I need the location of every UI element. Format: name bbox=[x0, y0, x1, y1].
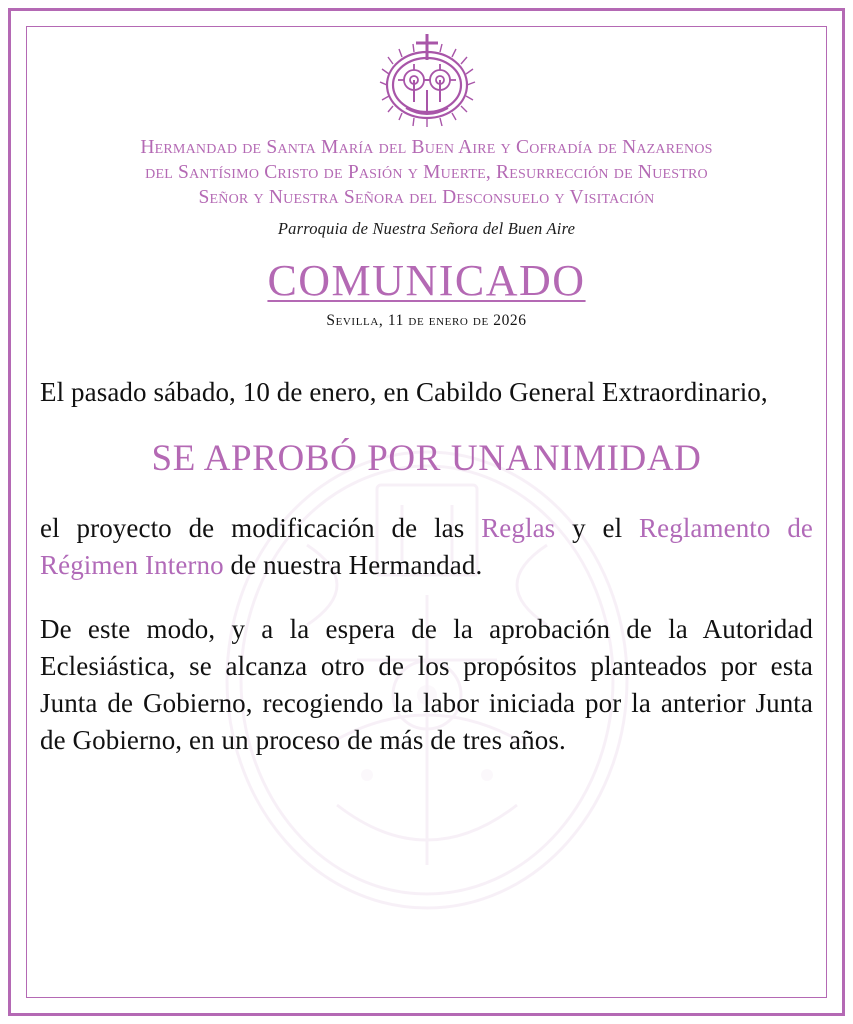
paragraph-2 bbox=[40, 510, 813, 585]
paragraph-2-highlight-reglamento: Reglamento de Régimen Interno bbox=[40, 513, 813, 581]
paragraph-2-part-1: el proyecto de modificación de las bbox=[40, 513, 482, 544]
heraldic-crest-icon bbox=[362, 30, 492, 130]
heading-line-1: Hermandad de Santa María del Buen Aire y Cofradía de Nazarenos bbox=[140, 137, 713, 158]
document-body bbox=[40, 374, 813, 760]
paragraph-3: De este modo, y a la espera de la aprobación de la Autoridad Eclesiástica, se alcanza otro de los propósitos planteados por esta Junta de Gobierno, recogiendo la labor iniciada por la anterior Junta de Gobierno, en un proceso de más de tres años. bbox=[40, 613, 813, 756]
parish-name: Parroquia de Nuestra Señora del Buen Aire bbox=[277, 218, 576, 238]
heading-line-2: del Santísimo Cristo de Pasión y Muerte, Resurrección de Nuestro bbox=[145, 161, 708, 183]
paragraph-2-part-2: y el bbox=[555, 513, 640, 544]
paragraph-1: El pasado sábado, 10 de enero, en Cabildo General Extraordinario, bbox=[40, 376, 768, 407]
heading-line-3: Señor y Nuestra Señora del Desconsuelo y Visitación bbox=[198, 186, 655, 208]
document-subtitle: Sevilla, 11 de enero de 2026 bbox=[326, 311, 527, 329]
brotherhood-heading bbox=[40, 136, 813, 239]
page-title: COMUNICADO bbox=[267, 255, 586, 305]
paragraph-2-highlight-reglas: Reglas bbox=[481, 513, 556, 544]
paragraph-2-part-3: de nuestra Hermandad. bbox=[223, 550, 483, 581]
approved-statement: SE APROBÓ POR UNANIMIDAD bbox=[151, 438, 702, 480]
document-content bbox=[40, 30, 813, 984]
